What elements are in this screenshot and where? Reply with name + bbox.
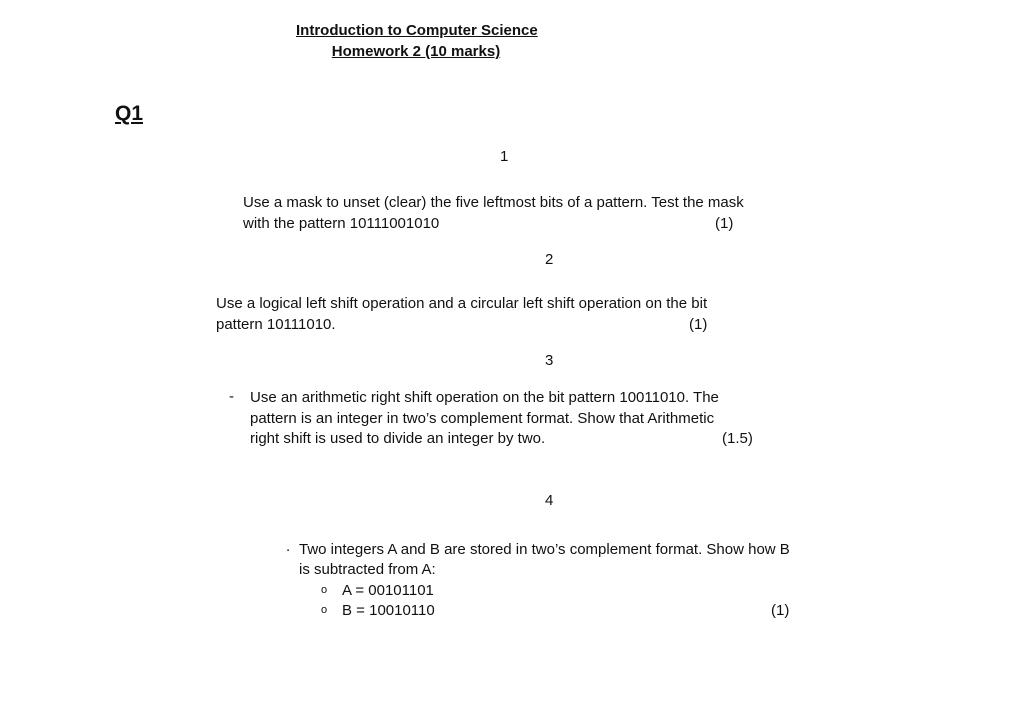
- item-2-marks: (1): [689, 316, 708, 333]
- item-4-bullet-b: B = 10010110: [342, 602, 435, 619]
- item-1-line-2: with the pattern 10111001010: [243, 215, 440, 232]
- item-3-marks: (1.5): [722, 430, 753, 447]
- item-2-line-1: Use a logical left shift operation and a circular left shift operation on the bit: [216, 295, 708, 312]
- item-4-line-1: Two integers A and B are stored in two’s complement format. Show how B: [299, 541, 790, 558]
- item-1-line-1: Use a mask to unset (clear) the five leftmost bits of a pattern. Test the mask: [243, 194, 744, 211]
- item-number-1: 1: [500, 148, 509, 165]
- item-4-marks: (1): [771, 602, 790, 619]
- question-label: Q1: [115, 102, 144, 125]
- bullet-icon: o: [321, 584, 328, 596]
- item-3-line-1: Use an arithmetic right shift operation on the bit pattern 10011010. The: [250, 389, 719, 406]
- item-4-marker: .: [286, 538, 291, 555]
- item-number-3: 3: [545, 352, 554, 369]
- item-3-line-3: right shift is used to divide an integer by two.: [250, 430, 546, 447]
- document-title: Introduction to Computer Science: [296, 22, 538, 39]
- document-subtitle: Homework 2 (10 marks): [331, 43, 501, 60]
- bullet-icon: o: [321, 604, 328, 616]
- item-3-marker: -: [229, 388, 234, 405]
- item-number-4: 4: [545, 492, 554, 509]
- item-3-line-2: pattern is an integer in two’s complement format. Show that Arithmetic: [250, 410, 715, 427]
- item-4-bullet-a: A = 00101101: [342, 582, 434, 599]
- item-1-marks: (1): [715, 215, 734, 232]
- item-2-line-2: pattern 10111010.: [216, 316, 336, 333]
- item-4-line-2: is subtracted from A:: [299, 561, 436, 578]
- item-number-2: 2: [545, 251, 554, 268]
